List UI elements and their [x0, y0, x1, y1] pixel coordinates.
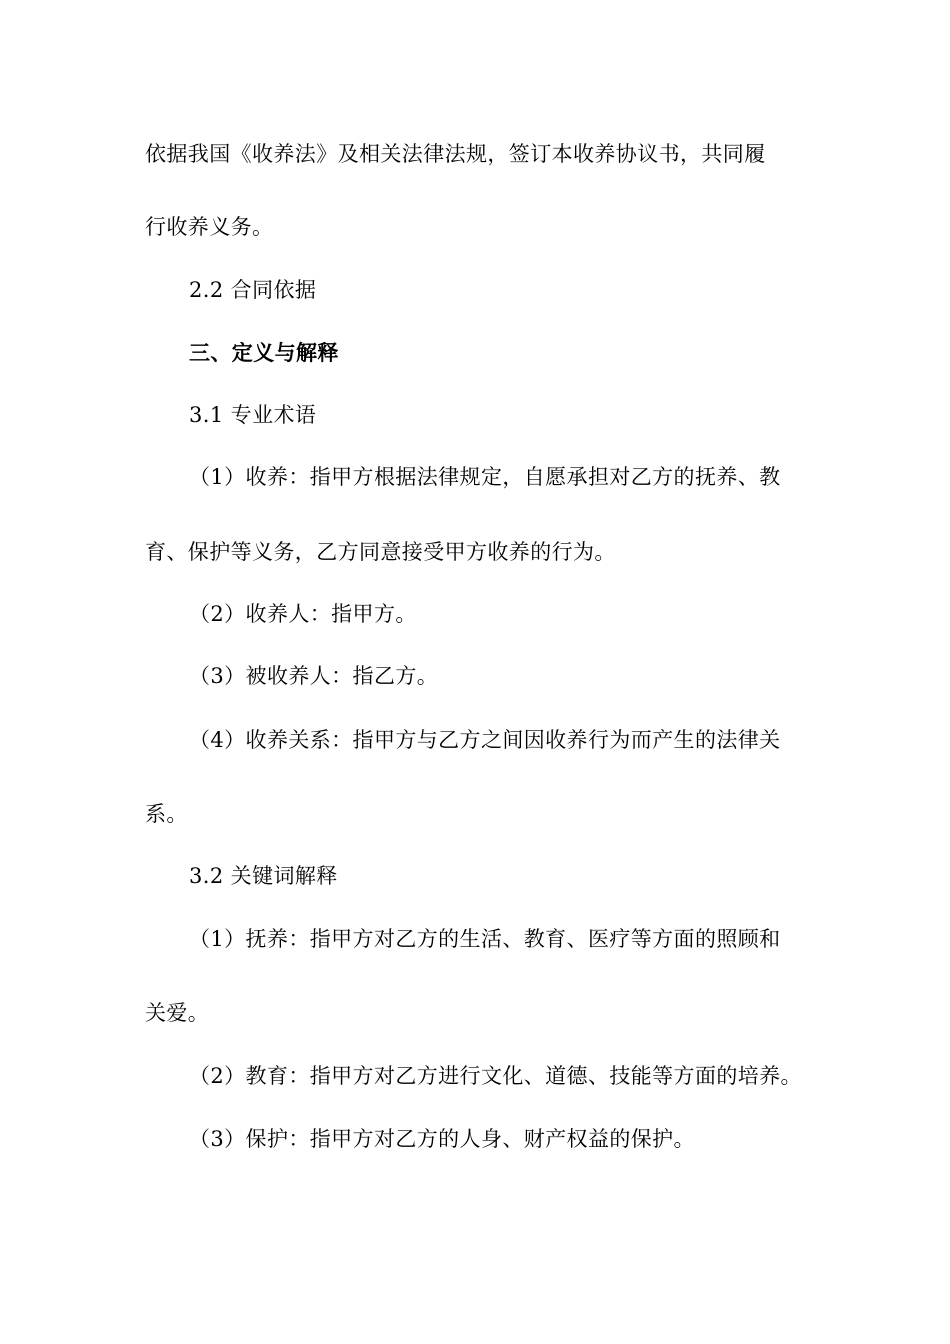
- section-3-2-heading: 3.2 关键词解释: [189, 864, 338, 888]
- paragraph-adoption-basis-line-1: 依据我国《收养法》及相关法律法规，签订本收养协议书，共同履: [145, 142, 766, 166]
- section-2-2-heading: 2.2 合同依据: [189, 278, 317, 302]
- keyword-protection: （3）保护：指甲方对乙方的人身、财产权益的保护。: [189, 1127, 695, 1151]
- term-adoption-line-2: 育、保护等义务，乙方同意接受甲方收养的行为。: [145, 540, 616, 564]
- term-adoptee: （3）被收养人：指乙方。: [189, 664, 439, 688]
- chapter-3-heading: 三、定义与解释: [189, 340, 339, 365]
- keyword-education: （2）教育：指甲方对乙方进行文化、道德、技能等方面的培养。: [189, 1064, 802, 1088]
- term-adoption-line-1: （1）收养：指甲方根据法律规定，自愿承担对乙方的抚养、教: [189, 465, 781, 489]
- term-adoption-relationship-line-2: 系。: [145, 802, 188, 826]
- paragraph-adoption-basis-line-2: 行收养义务。: [145, 215, 274, 239]
- keyword-upbringing-line-2: 关爱。: [145, 1001, 210, 1025]
- keyword-upbringing-line-1: （1）抚养：指甲方对乙方的生活、教育、医疗等方面的照顾和: [189, 927, 781, 951]
- term-adopter: （2）收养人：指甲方。: [189, 602, 417, 626]
- term-adoption-relationship-line-1: （4）收养关系：指甲方与乙方之间因收养行为而产生的法律关: [189, 728, 781, 752]
- section-3-1-heading: 3.1 专业术语: [189, 403, 317, 427]
